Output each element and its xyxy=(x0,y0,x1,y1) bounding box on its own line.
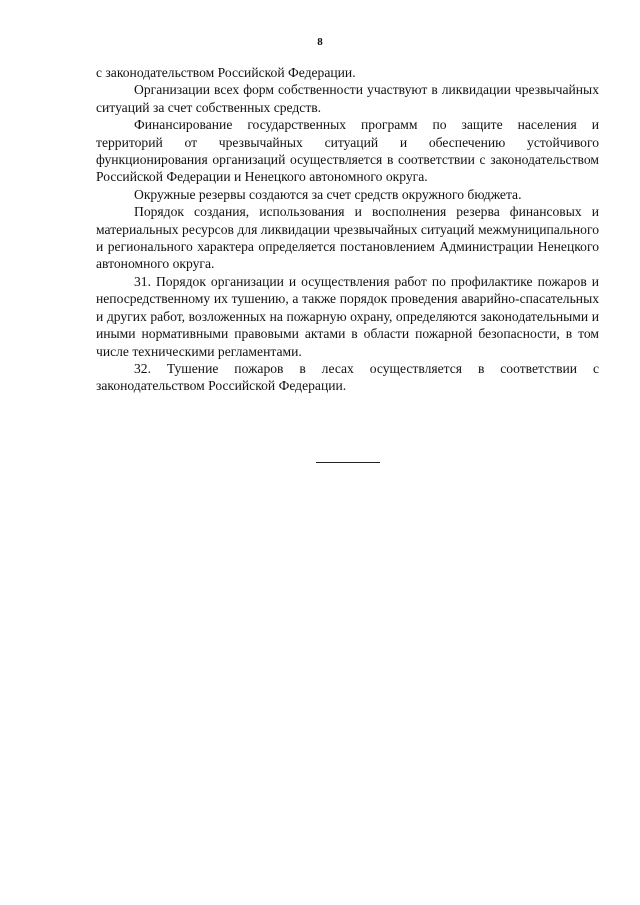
paragraph-district-reserves: Окружные резервы создаются за счет средств окружного бюджета. xyxy=(134,186,522,202)
end-separator-line xyxy=(316,462,380,463)
document-body xyxy=(96,64,599,395)
paragraph-reserve-procedure: Порядок создания, использования и восполнения резерва финансовых и материальных ресурсов для ликвидации чрезвычайных ситуаций межмуниципального и регионального характера определяется постановлением Администрации Ненецкого автономного округа. xyxy=(96,204,599,272)
paragraph-item-32: 32. Тушение пожаров в лесах осуществляется в соответствии с законодательством Российской Федерации. xyxy=(96,360,599,394)
paragraph-item-31: 31. Порядок организации и осуществления работ по профилактике пожаров и непосредственному их тушению, а также порядок проведения аварийно-спасательных и других работ, возложенных на пожарную охрану, определяются законодательными и иными нормативными правовыми актами в области пожарной безопасности, в том числе техническими регламентами. xyxy=(96,273,599,359)
page-number: 8 xyxy=(317,36,323,48)
paragraph-continuation: с законодательством Российской Федерации. xyxy=(96,65,356,80)
paragraph-financing: Финансирование государственных программ по защите населения и территорий от чрезвычайных ситуаций и обеспечению устойчивого функционирования организаций осуществляется в соответствии с законодательством Российской Федерации и Ненецкого автономного округа. xyxy=(96,117,599,185)
paragraph-organizations: Организации всех форм собственности участвуют в ликвидации чрезвычайных ситуаций за счет собственных средств. xyxy=(96,82,599,115)
